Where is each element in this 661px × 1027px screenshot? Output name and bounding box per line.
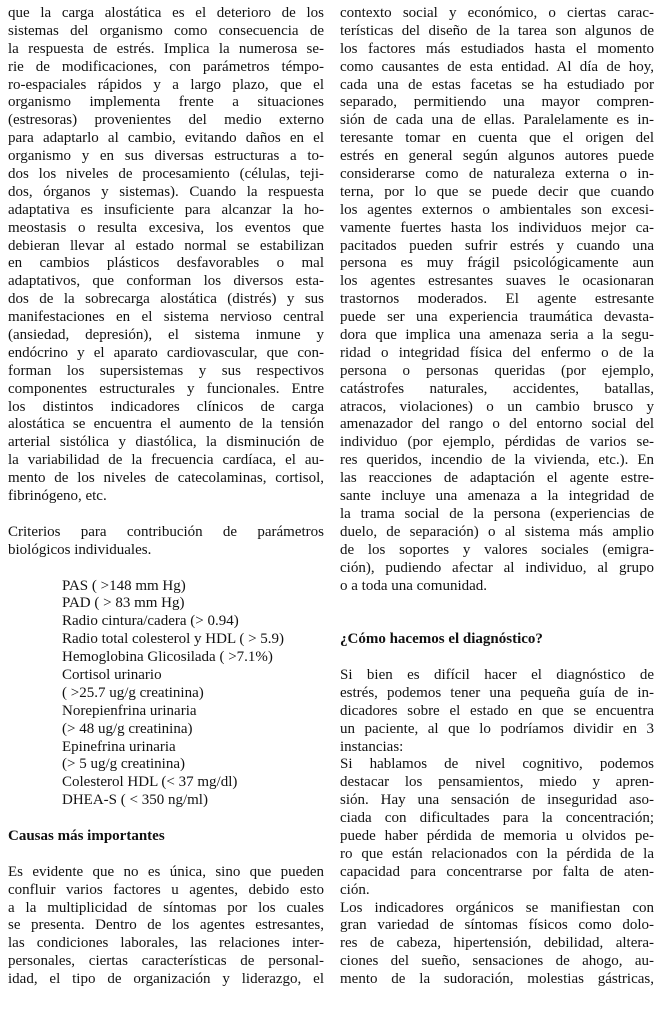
paragraph-causes (8, 864, 324, 989)
text-line: contexto social y económico, o ciertas carac- (340, 5, 654, 21)
text-line: puede haber pérdida de memoria u olvidos pe- (340, 827, 654, 844)
text-line: para adaptarlo al cambio, evitando daños en el (8, 130, 324, 147)
text-line: sión de cada una de ellas. Paralelamente es in- (340, 112, 654, 129)
text-line: de los soportes y valores sociales (emigra- (340, 541, 654, 558)
text-line: terísticas del diseño de la tarea son algunos de (340, 22, 654, 39)
text-line: las condiciones laborales, las relaciones inter- (8, 935, 324, 952)
text-line: alostática se encuentra el aumento de la tensión (8, 416, 324, 433)
text-line: dora que implica una amenaza seria a la segu- (340, 327, 654, 344)
text-line: (estresoras) provenientes del medio externo (8, 112, 324, 129)
text-line: res de cabeza, hipertensión, debilidad, altera- (340, 935, 654, 952)
text-line: vamente fuertes hasta los individuos mejor ca- (340, 219, 654, 236)
text-line: terna, por lo que se puede decir que cuando (340, 183, 654, 200)
text-line: instancias: (340, 738, 404, 755)
text-line: ro que están relacionados con la pérdida de la (340, 845, 654, 862)
left-column (8, 5, 324, 989)
paragraph-diagnosis-intro (340, 667, 654, 756)
text-line: Si hablamos de nivel cognitivo, podemos (340, 756, 654, 773)
text-line: a la multiplicidad de síntomas por los cuales (8, 899, 324, 916)
criteria-item: ( >25.7 ug/g creatinina) (62, 684, 204, 701)
text-line: dos, órganos y sistemas). Cuando la respuesta (8, 183, 324, 200)
paragraph-gap (8, 846, 324, 864)
text-line: endócrino y el aparato cardiovascular, que con- (8, 344, 324, 361)
text-line: capacidad para concentrarse por falta de aten- (340, 863, 654, 880)
paragraph-gap (340, 649, 654, 667)
criteria-item: Epinefrina urinaria (62, 738, 176, 755)
text-line: idad, el tipo de organización y liderazgo, el (8, 971, 324, 988)
text-line: trastornos moderados. El agente estresante (340, 291, 654, 308)
text-line: ción), pudiendo afectar al individuo, al grupo (340, 559, 654, 576)
text-line: ción. (340, 881, 370, 898)
criteria-item: Radio total colesterol y HDL ( > 5.9) (62, 631, 285, 648)
text-line: dos los niveles de procesamiento (células, teji- (8, 166, 324, 183)
text-line: como causantes de esta entidad. Al día de hoy, (340, 58, 654, 75)
text-line: organismo implementa frente a situaciones (8, 94, 324, 111)
paragraph-carga-alostatica (8, 5, 324, 506)
text-line: sistemas del organismo como consecuencia de (8, 22, 324, 39)
text-line: o a toda una comunidad. (340, 577, 488, 594)
text-line: res queridos, incendio de la vivienda, etc.). En (340, 452, 654, 469)
text-line: rie de modificaciones, con parámetros témpo- (8, 58, 324, 75)
text-line: los agentes externos o ambientales son excesi- (340, 201, 654, 218)
text-line: catástrofes naturales, accidentes, batallas, (340, 380, 654, 397)
section-heading-diagnosis: ¿Cómo hacemos el diagnóstico? (340, 631, 543, 648)
paragraph-gap (340, 613, 654, 631)
text-line: los factores más estudiados hasta el momento (340, 40, 654, 57)
text-line: manifestaciones en el sistema nervioso central (8, 309, 324, 326)
text-line: sante incluye una amenaza a la integridad de (340, 488, 654, 505)
text-line: pacitados pueden sufrir estrés y cuando una (340, 237, 654, 254)
text-line: adaptativos, que conforman los diversos esta- (8, 273, 324, 290)
text-line: los distintos indicadores clínicos de carga (8, 398, 324, 415)
text-line: ciada con dificultades para la concentración; (340, 810, 654, 827)
criteria-item: PAS ( >148 mm Hg) (62, 577, 186, 594)
text-line: ciones del sueño, sensaciones de ahogo, au- (340, 953, 654, 970)
text-line: persona o personas queridas (por ejemplo, (340, 362, 654, 379)
text-line: se presenta. Dentro de los agentes estresantes, (8, 917, 324, 934)
text-line: estrés en general según algunos autores puede (340, 148, 654, 165)
text-line: ro-espaciales rápidos y a largo plazo, que el (8, 76, 324, 93)
paragraph-gap (340, 595, 654, 613)
text-line: ridad o integridad física del enfermo o de la (340, 344, 654, 361)
text-line: estrés, podemos tener una pequeña guía de in- (340, 684, 654, 701)
criteria-item: (> 5 ug/g creatinina) (62, 756, 185, 773)
text-line: meostasis o resulta excesiva, los eventos que (8, 219, 324, 236)
text-line: componentes estructurales y funcionales. Entre (8, 380, 324, 397)
paragraph-gap (8, 560, 324, 578)
text-line: considerarse como de naturaleza externa o in- (340, 166, 654, 183)
text-line: debieran llevar al estado normal se estabilizan (8, 237, 324, 254)
criteria-item: DHEA-S ( < 350 ng/ml) (62, 792, 208, 809)
paragraph-organic-indicators (340, 900, 654, 989)
criteria-item: PAD ( > 83 mm Hg) (62, 595, 185, 612)
text-line: dos de la sobrecarga alostática (distrés) y sus (8, 291, 324, 308)
text-line: destacar los pensamientos, miedo y apren- (340, 774, 654, 791)
text-line: adaptativa es insuficiente para alcanzar la ho- (8, 201, 324, 218)
text-line: que la carga alostática es el deterioro de los (8, 5, 324, 21)
text-line: la respuesta de estrés. Implica la numerosa se- (8, 40, 324, 57)
paragraph-agentes (340, 5, 654, 595)
right-column (340, 5, 654, 989)
criteria-item: Radio cintura/cadera (> 0.94) (62, 613, 239, 630)
text-line: Es evidente que no es única, sino que pueden (8, 863, 324, 880)
text-line: mento de los niveles de catecolaminas, cortisol, (8, 470, 324, 487)
paragraph-gap (8, 506, 324, 524)
text-line: los agentes estresantes suaves le ocasionaran (340, 273, 654, 290)
text-line: separado, permitiendo una mayor compren- (340, 94, 654, 111)
criteria-item: Hemoglobina Glicosilada ( >7.1%) (62, 649, 273, 666)
text-line: mento de la sudoración, molestias gástricas, (340, 971, 654, 988)
text-line: amenazador del rango o del entorno social del (340, 416, 654, 433)
text-line: individuo (por ejemplo, pérdidas de varios se- (340, 434, 654, 451)
text-line: Si bien es difícil hacer el diagnóstico de (340, 666, 654, 683)
text-line: atracos, violaciones) o un cambio brusco y (340, 398, 654, 415)
text-line: Los indicadores orgánicos se manifiestan con (340, 899, 654, 916)
criteria-list (8, 578, 324, 811)
text-line: persona es muy frágil psicológicamente aun (340, 255, 654, 272)
text-line: un paciente, al que lo podríamos dividir en 3 (340, 720, 654, 737)
text-line: gran variedad de síntomas físicos como dolo- (340, 917, 654, 934)
text-line: fibrinógeno, etc. (8, 488, 107, 505)
section-heading-causes: Causas más importantes (8, 827, 165, 844)
text-line: las reacciones de adaptación el agente estre- (340, 470, 654, 487)
text-line: confluir varios factores u agentes, debido esto (8, 881, 324, 898)
text-line: arterial sistólica y diastólica, la disminución de (8, 434, 324, 451)
text-line: forman los supersistemas y sus respectivos (8, 362, 324, 379)
paragraph-criteria-intro (8, 524, 324, 560)
text-line: puede ser una experiencia traumática devasta- (340, 309, 654, 326)
text-line: la trama social de la persona (experiencias de (340, 505, 654, 522)
paragraph-cognitive-level (340, 756, 654, 899)
text-line: personales, ciertas características de personal- (8, 953, 324, 970)
text-line: (ansiedad, depresión), el sistema inmune y (8, 327, 324, 344)
criteria-item: Norepienfrina urinaria (62, 702, 197, 719)
criteria-item: Colesterol HDL (< 37 mg/dl) (62, 774, 238, 791)
text-line: dicadores sobre el estado en que se encuentra (340, 702, 654, 719)
text-line: la variabilidad de la frecuencia cardíaca, el au- (8, 452, 324, 469)
text-line: organismo y en sus diversas estructuras a to- (8, 148, 324, 165)
text-line: Criterios para contribución de parámetros (8, 523, 324, 540)
criteria-item: (> 48 ug/g creatinina) (62, 720, 193, 737)
text-line: teresante tomar en cuenta que el origen del (340, 130, 654, 147)
text-line: cada una de estas facetas se ha estudiado por (340, 76, 654, 93)
text-line: duelo, de separación) o al sistema más amplio (340, 523, 654, 540)
text-line: en cambios plásticos desfavorables o mal (8, 255, 324, 272)
text-line: sión. Hay una sensación de inseguridad aso- (340, 792, 654, 809)
text-line: biológicos individuales. (8, 541, 152, 558)
paragraph-gap (8, 810, 324, 828)
criteria-item: Cortisol urinario (62, 666, 162, 683)
